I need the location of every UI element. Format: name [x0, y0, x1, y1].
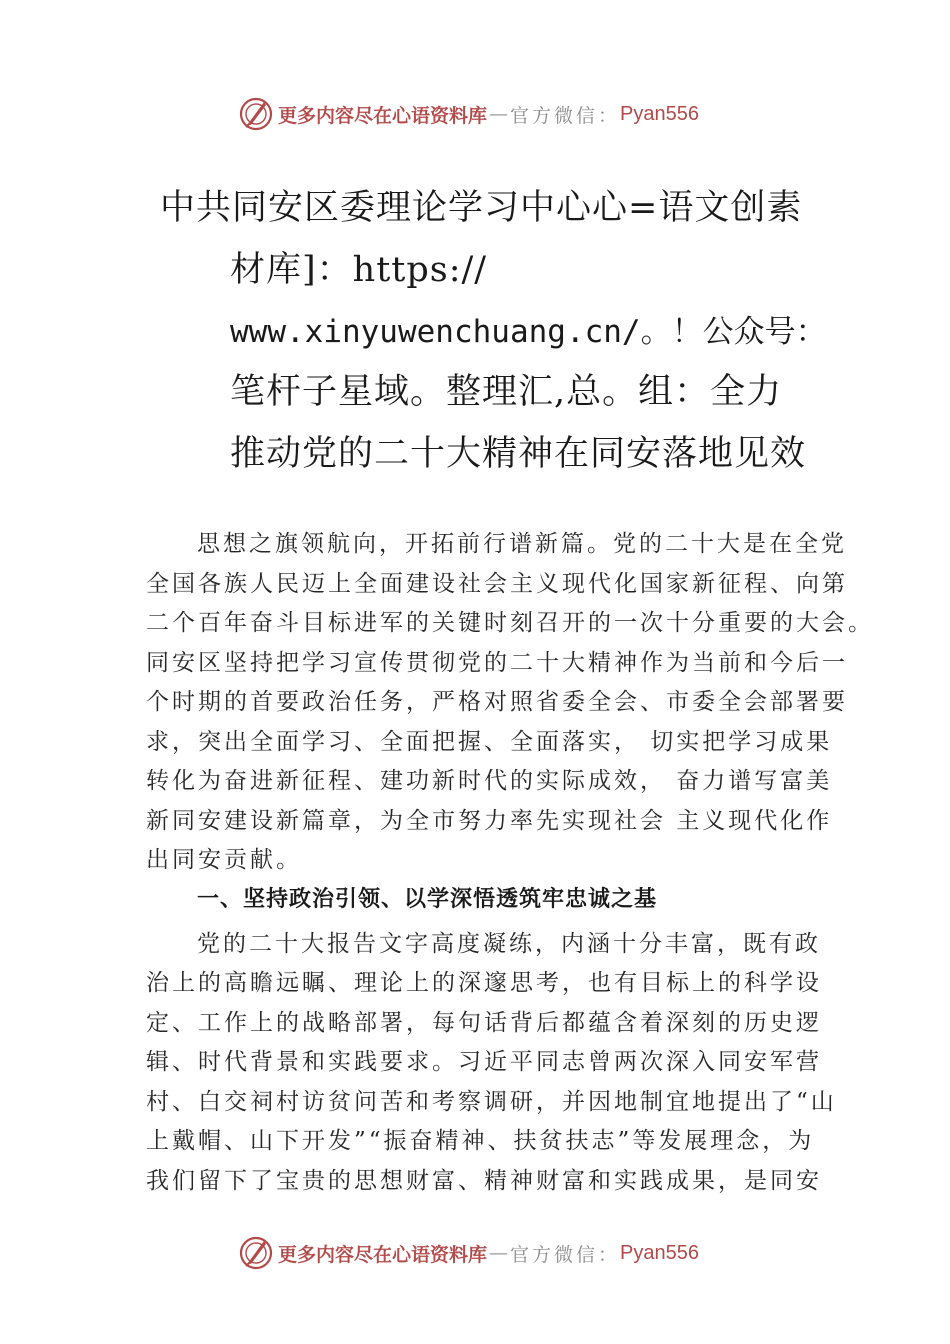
paragraph1-line: 出同安贡献。 [146, 847, 302, 873]
banner-wechat-label: 官方微信： [510, 104, 621, 127]
document-title-line-2: 材库]：https:// [230, 250, 488, 290]
paragraph1-line: 全国各族人民迈上全面建设社会主义现代化国家新征程、向第 [146, 571, 848, 597]
paragraph1-line: 求，突出全面学习、全面把握、全面落实， 切实把学习成果 [146, 729, 833, 755]
banner-separator: — [489, 1242, 509, 1264]
paragraph2-line: 治上的高瞻远瞩、理论上的深邃思考，也有目标上的科学设 [146, 970, 822, 996]
section-heading-1: 一、坚持政治引领、以学深悟透筑牢忠诚之基 [197, 887, 658, 912]
paragraph2-line: 党的二十大报告文字高度凝练，内涵十分丰富，既有政 [197, 931, 821, 957]
document-title-line-5: 推动党的二十大精神在同安落地见效 [230, 434, 807, 474]
quill-seal-icon [238, 96, 274, 132]
paragraph1-line: 个时期的首要政治任务，严格对照省委全会、市委全会部署要 [146, 689, 848, 715]
paragraph2-line: 村、白交祠村访贫问苦和考察调研，并因地制宜地提出了“山 [146, 1089, 837, 1115]
document-title-line-4: 笔杆子星域。整理汇,总。组：全力 [230, 372, 783, 412]
banner-wechat-label: 官方微信： [510, 1243, 621, 1266]
header-banner [238, 94, 758, 134]
banner-brand-text: 更多内容尽在心语资料库 [278, 104, 488, 127]
paragraph2-line: 定、工作上的战略部署，每句话背后都蕴含着深刻的历史逻 [146, 1010, 822, 1036]
document-title-line-1: 中共同安区委理论学习中心心=语文创素 [160, 188, 803, 228]
paragraph1-line: 思想之旗领航向，开拓前行谱新篇。党的二十大是在全党 [197, 531, 847, 557]
paragraph1-line: 同安区坚持把学习宣传贯彻党的二十大精神作为当前和今后一 [146, 650, 848, 676]
paragraph2-line: 辑、时代背景和实践要求。习近平同志曾两次深入同安军营 [146, 1049, 822, 1075]
quill-seal-icon [238, 1235, 274, 1271]
banner-brand-text: 更多内容尽在心语资料库 [278, 1243, 488, 1266]
paragraph1-line: 二个百年奋斗目标进军的关键时刻召开的一次十分重要的大会。 [146, 610, 874, 636]
banner-wechat-id: Pyan556 [620, 102, 699, 125]
paragraph2-line: 我们留下了宝贵的思想财富、精神财富和实践成果，是同安 [146, 1168, 822, 1194]
document-title-line-3: www.xinyuwenchuang.cn/。！公众号： [230, 314, 827, 350]
banner-wechat-id: Pyan556 [620, 1241, 699, 1264]
banner-separator: — [489, 103, 509, 125]
paragraph1-line: 新同安建设新篇章，为全市努力率先实现社会 主义现代化作 [146, 808, 833, 834]
paragraph1-line: 转化为奋进新征程、建功新时代的实际成效， 奋力谱写富美 [146, 768, 833, 794]
paragraph2-line: 上戴帽、山下开发”“振奋精神、扶贫扶志”等发展理念，为 [146, 1128, 815, 1154]
footer-banner [238, 1233, 758, 1273]
